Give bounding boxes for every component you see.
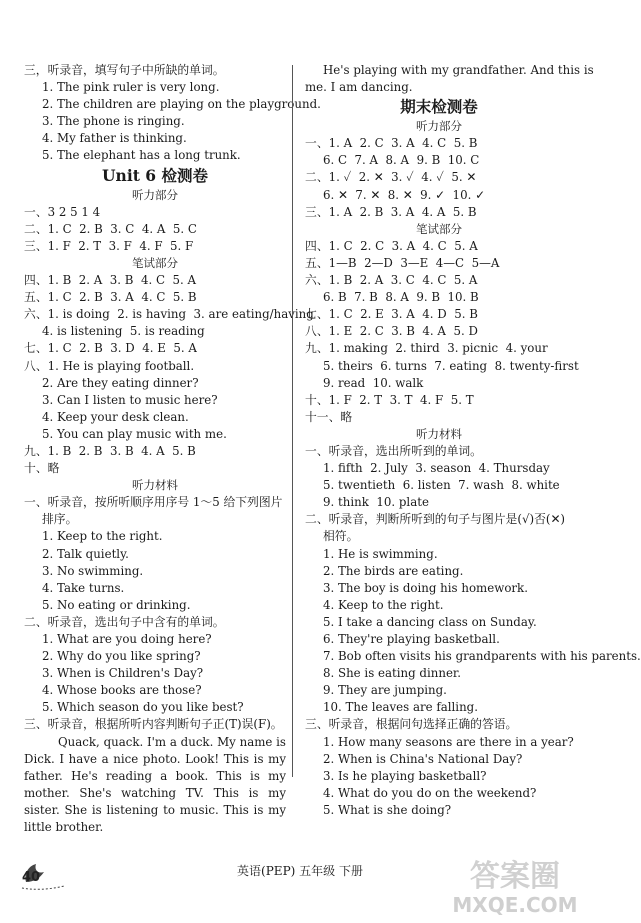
answer-line: 3. Is he playing basketball?: [323, 768, 487, 783]
answer-line: 四、1. B 2. A 3. B 4. C 5. A: [24, 273, 197, 288]
section-title: Unit 6 检测卷: [102, 165, 208, 185]
answer-line: 5. You can play music with me.: [42, 426, 227, 441]
watermark-url: MXQE.COM: [452, 893, 578, 917]
answer-line: 9. think 10. plate: [323, 495, 429, 510]
answer-line: 5. I take a dancing class on Sunday.: [323, 614, 537, 629]
answer-line: 5. Which season do you like best?: [42, 700, 244, 715]
answer-line: 7. Bob often visits his grandparents with his parents.: [323, 649, 641, 664]
answer-line: 二、听录音，选出句子中含有的单词。: [24, 614, 225, 629]
answer-line: 九、1. B 2. B 3. B 4. A 5. B: [24, 443, 196, 458]
answer-line: 4. What do you do on the weekend?: [323, 785, 537, 800]
answer-line: 2. The birds are eating.: [323, 563, 464, 578]
answer-line: 3. The boy is doing his homework.: [323, 580, 528, 595]
answer-line: 3. When is Children's Day?: [42, 666, 204, 681]
answer-line: 9. read 10. walk: [323, 375, 424, 390]
subsection-title: 听力部分: [416, 119, 462, 134]
page-number: 40: [22, 870, 41, 885]
answer-line: 6. They're playing basketball.: [323, 632, 500, 646]
answer-line: 八、1. He is playing football.: [24, 358, 195, 373]
answer-line: 4. My father is thinking.: [42, 131, 187, 146]
subsection-title: 笔试部分: [416, 221, 462, 236]
answer-line: 2. Why do you like spring?: [42, 649, 201, 664]
answer-line: 三、1. F 2. T 3. F 4. F 5. F: [24, 238, 194, 253]
left-column: [24, 62, 321, 836]
watermark-logo: [440, 850, 590, 920]
answer-line: 二、听录音，判断所听到的句子与图片是(√)否(✕): [305, 512, 565, 527]
answer-line: 1. He is swimming.: [323, 546, 438, 561]
answer-line: 三、1. A 2. B 3. A 4. A 5. B: [305, 204, 477, 219]
answer-line: 一、听录音，按所听顺序用序号 1～5 给下列图片: [24, 495, 283, 510]
answer-line: 1. Keep to the right.: [42, 529, 163, 544]
answer-line: 1. What are you doing here?: [42, 632, 212, 646]
answer-line: 九、1. making 2. third 3. picnic 4. your: [305, 341, 548, 356]
answer-line: 三、听录音，根据问句选择正确的答语。: [305, 717, 518, 732]
answer-line: 1. fifth 2. July 3. season 4. Thursday: [323, 461, 550, 476]
answer-line: 十、略: [24, 461, 60, 476]
answer-line: 2. When is China's National Day?: [323, 751, 523, 766]
answer-line: 七、1. C 2. B 3. D 4. E 5. A: [24, 341, 197, 356]
answer-line: 七、1. C 2. E 3. A 4. D 5. B: [305, 307, 478, 322]
right-column: [305, 62, 641, 819]
answer-line: 4. Whose books are those?: [42, 683, 202, 698]
watermark-text: 答案圈: [470, 859, 560, 894]
answer-line: 三、听录音，根据所听内容判断句子正(T)误(F)。: [24, 717, 283, 732]
answer-line: 十、1. F 2. T 3. T 4. F 5. T: [305, 392, 474, 407]
answer-line: 五、1—B 2—D 3—E 4—C 5—A: [305, 255, 500, 270]
answer-line: 5. What is she doing?: [323, 802, 452, 817]
answer-line: 八、1. E 2. C 3. B 4. A 5. D: [305, 324, 478, 339]
answer-line: me. I am dancing.: [305, 80, 413, 95]
answer-line: 5. No eating or drinking.: [42, 597, 191, 612]
answer-line: 2. The children are playing on the playground.: [42, 97, 321, 112]
section-title: 期末检测卷: [400, 97, 478, 117]
answer-line: 一、听录音，选出所听到的单词。: [305, 443, 482, 458]
subsection-title: 听力材料: [132, 478, 178, 493]
subsection-title: 笔试部分: [132, 255, 178, 270]
answer-line: 3. The phone is ringing.: [42, 114, 185, 129]
column-divider: [292, 65, 293, 777]
page-footer: 英语(PEP) 五年级 下册: [237, 864, 363, 878]
answer-line: 三，听录音，填写句子中所缺的单词。: [24, 63, 225, 77]
answer-line: 6. ✕ 7. ✕ 8. ✕ 9. ✓ 10. ✓: [323, 187, 485, 202]
answer-line: 5. The elephant has a long trunk.: [42, 148, 241, 163]
answer-line: 2. Are they eating dinner?: [42, 375, 199, 390]
answer-line: 一、3 2 5 1 4: [24, 204, 101, 219]
subsection-title: 听力材料: [416, 426, 462, 441]
answer-line: 5. twentieth 6. listen 7. wash 8. white: [323, 478, 560, 493]
answer-line: 3. Can I listen to music here?: [42, 392, 218, 407]
answer-line: 2. Talk quietly.: [42, 546, 129, 561]
answer-line: 二、1. C 2. B 3. C 4. A 5. C: [24, 221, 197, 236]
subsection-title: 听力部分: [132, 187, 178, 202]
answer-line: 5. theirs 6. turns 7. eating 8. twenty-first: [323, 358, 579, 373]
answer-line: 四、1. C 2. C 3. A 4. C 5. A: [305, 238, 478, 253]
answer-line: 10. The leaves are falling.: [323, 700, 478, 715]
answer-line: 十一、略: [305, 409, 353, 424]
answer-line: 六、1. B 2. A 3. C 4. C 5. A: [305, 273, 478, 288]
passage-paragraph: Quack, quack. I'm a duck. My name is Dick. I have a nice photo. Look! This is my father. He's reading a book. This is my mother. She's watching TV. This is my sister. She is listening to music. This is my little brother.: [24, 734, 286, 835]
answer-line: 4. Keep your desk clean.: [42, 409, 189, 424]
answer-line: 相符。: [323, 529, 359, 544]
answer-line: 4. is listening 5. is reading: [42, 324, 205, 339]
answer-line: 6. B 7. B 8. A 9. B 10. B: [323, 290, 479, 305]
answer-line: 六、1. is doing 2. is having 3. are eating/having: [24, 307, 314, 322]
answer-line: 4. Keep to the right.: [323, 597, 444, 612]
answer-line: 1. How many seasons are there in a year?: [323, 734, 574, 749]
answer-line: 9. They are jumping.: [323, 683, 447, 698]
answer-line: 8. She is eating dinner.: [323, 666, 462, 681]
answer-line: 1. The pink ruler is very long.: [42, 80, 220, 95]
answer-line: 排序。: [42, 512, 78, 527]
answer-line: He's playing with my grandfather. And this is: [323, 63, 594, 77]
answer-line: 五、1. C 2. B 3. A 4. C 5. B: [24, 290, 197, 305]
answer-line: 一、1. A 2. C 3. A 4. C 5. B: [305, 136, 478, 151]
answer-line: 6. C 7. A 8. A 9. B 10. C: [323, 153, 480, 168]
answer-line: 二、1. ✓ 2. ✕ 3. ✓ 4. ✓ 5. ✕: [305, 170, 477, 185]
answer-line: 4. Take turns.: [42, 580, 125, 595]
answer-line: 3. No swimming.: [42, 563, 144, 578]
